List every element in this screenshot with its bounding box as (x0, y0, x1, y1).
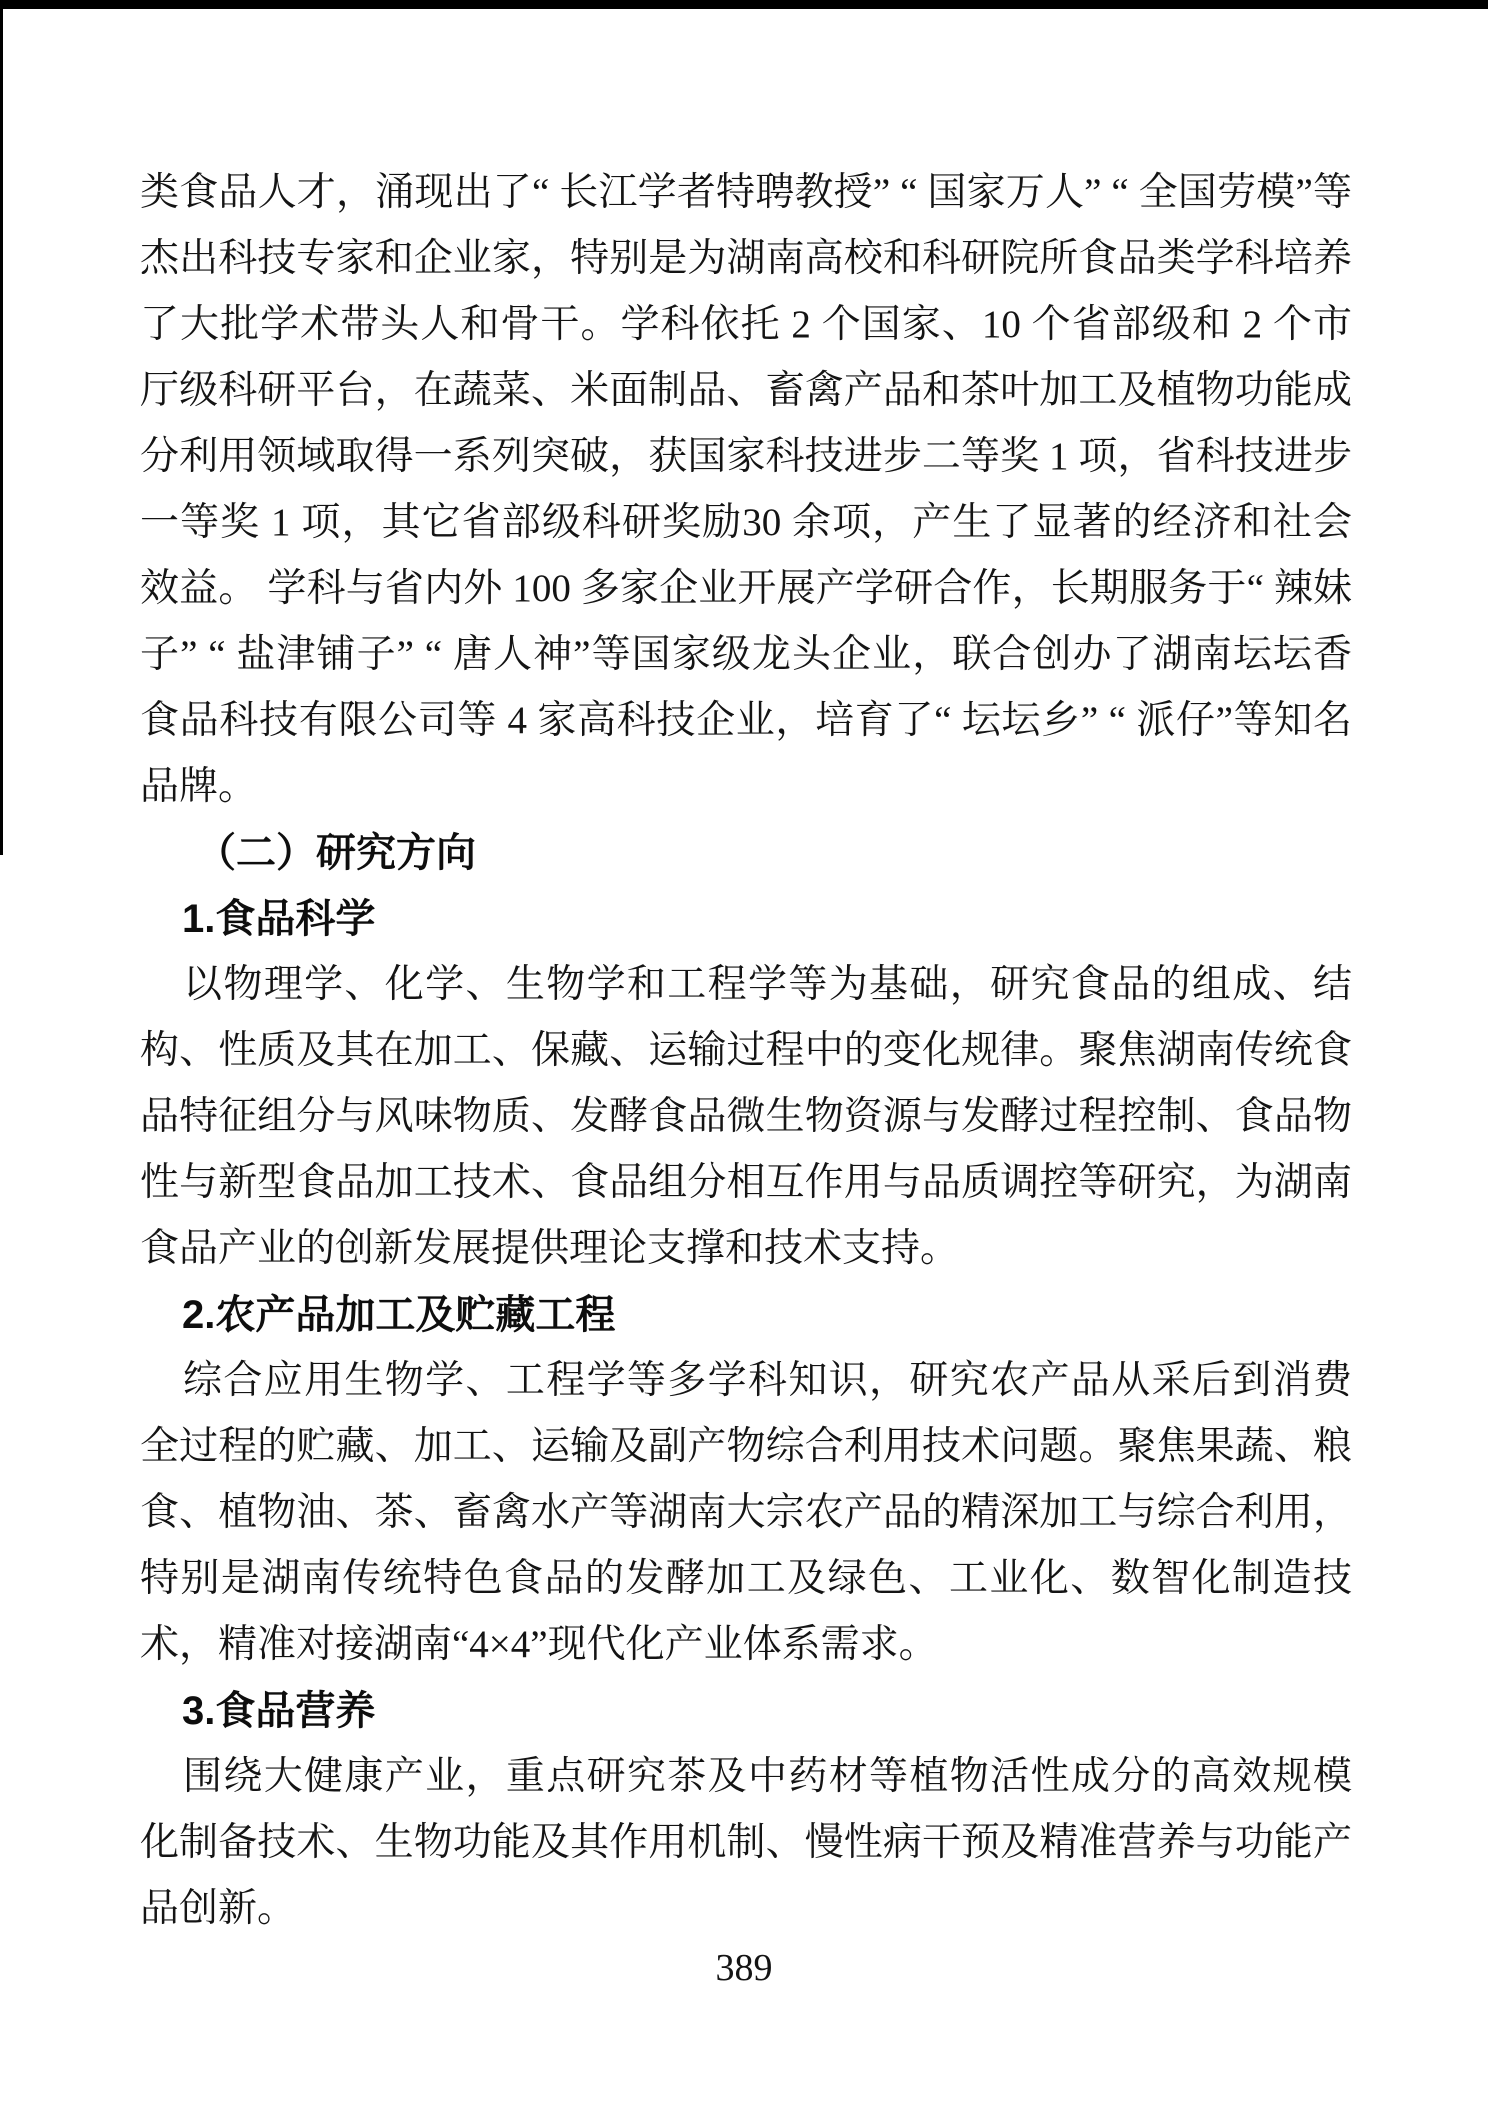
paragraph-discipline-achievements: 类食品人才，涌现出了“ 长江学者特聘教授” “ 国家万人” “ 全国劳模”等杰出科技专家和企业家，特别是为湖南高校和科研院所食品类学科培养了大批学术带头人和骨干。学科依托 2 个国家、10 个省部级和 2 个市厅级科研平台，在蔬菜、米面制品、畜禽产品和茶叶加工及植物功能成分利用领域取得一系列突破，获国家科技进步二等奖 1 项，省科技进步一等奖 1 项，其它省部级科研奖励30 余项，产生了显著的经济和社会效益。 学科与省内外 100 多家企业开展产学研合作，长期服务于“ 辣妹子” “ 盐津铺子” “ 唐人神”等国家级龙头企业，联合创办了湖南坛坛香食品科技有限公司等 4 家高科技企业，培育了“ 坛坛乡” “ 派仔”等知名品牌。 (140, 171, 1352, 808)
heading-research-directions: （二）研究方向 (196, 831, 476, 875)
paragraph-food-nutrition: 围绕大健康产业，重点研究茶及中药材等植物活性成分的高效规模化制备技术、生物功能及其作用机制、慢性病干预及精准营养与功能产品创新。 (140, 1755, 1352, 1930)
heading-food-nutrition: 3.食品营养 (182, 1689, 376, 1733)
paragraph-food-science: 以物理学、化学、生物学和工程学等为基础，研究食品的组成、结构、性质及其在加工、保藏、运输过程中的变化规律。聚焦湖南传统食品特征组分与风味物质、发酵食品微生物资源与发酵过程控制、食品物性与新型食品加工技术、食品组分相互作用与品质调控等研究，为湖南食品产业的创新发展提供理论支撑和技术支持。 (140, 963, 1352, 1270)
scan-edge-top-bar (0, 0, 1488, 9)
page-number: 389 (715, 1947, 773, 1989)
heading-food-science: 1.食品科学 (182, 897, 376, 941)
heading-agri-product-processing: 2.农产品加工及贮藏工程 (182, 1293, 616, 1337)
scan-edge-left-bar (0, 0, 3, 855)
page-content (140, 160, 1352, 1942)
paragraph-agri-product-processing: 综合应用生物学、工程学等多学科知识，研究农产品从采后到消费全过程的贮藏、加工、运输及副产物综合利用技术问题。聚焦果蔬、粮食、植物油、茶、畜禽水产等湖南大宗农产品的精深加工与综合利用，特别是湖南传统特色食品的发酵加工及绿色、工业化、数智化制造技术，精准对接湖南“4×4”现代化产业体系需求。 (140, 1359, 1352, 1666)
